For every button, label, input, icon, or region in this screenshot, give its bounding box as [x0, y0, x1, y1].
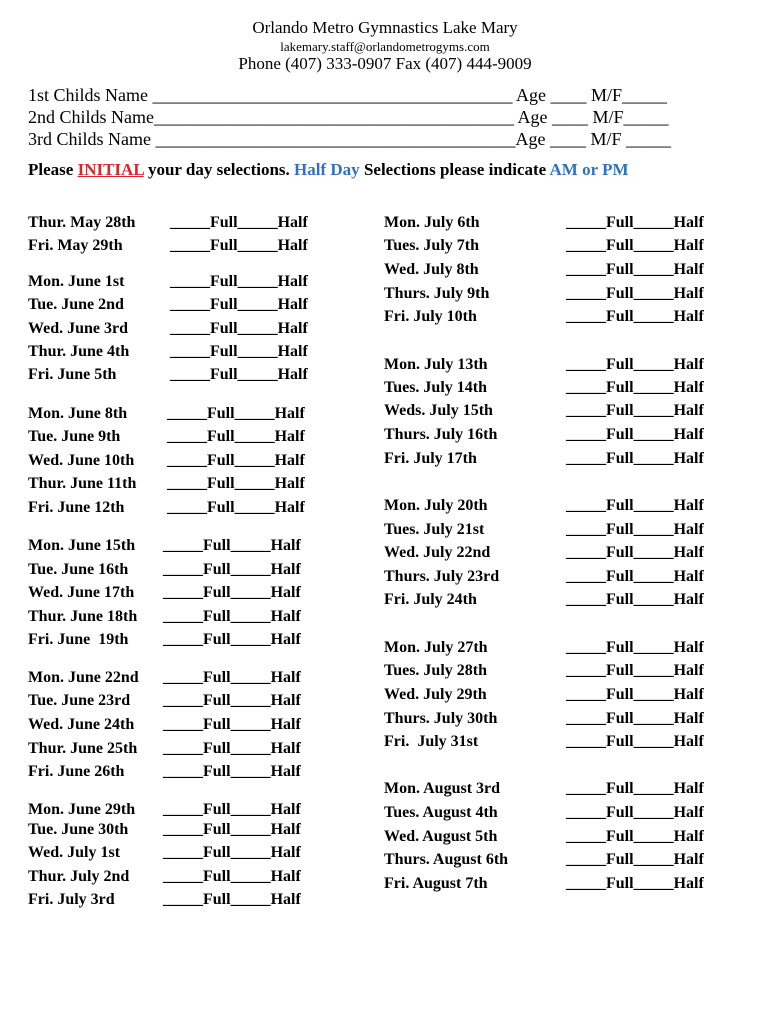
right-day-date-label: Thurs. July 9th [384, 285, 490, 302]
right-day-date-label: Thurs. July 23rd [384, 568, 500, 585]
right-day-date-label: Mon. July 27th [384, 639, 488, 656]
right-day-full-half-selection[interactable]: _____Full_____Half [566, 710, 704, 727]
left-day-full-half-selection[interactable]: _____Full_____Half [163, 716, 301, 733]
right-day-full-half-selection[interactable]: _____Full_____Half [566, 450, 704, 467]
right-day-full-half-selection[interactable]: _____Full_____Half [566, 662, 704, 679]
right-day-date-label: Tues. July 7th [384, 237, 479, 254]
org-phone-fax: Phone (407) 333-0907 Fax (407) 444-9009 [238, 54, 532, 73]
left-day-date-label: Mon. June 15th [28, 537, 136, 554]
right-day-full-half-selection[interactable]: _____Full_____Half [566, 402, 704, 419]
right-day-date-label: Fri. July 10th [384, 308, 477, 325]
left-day-date-label: Wed. June 3rd [28, 320, 129, 337]
right-day-full-half-selection[interactable]: _____Full_____Half [566, 521, 704, 538]
instr-part3: your day selections. [143, 160, 295, 179]
left-day-full-half-selection[interactable]: _____Full_____Half [163, 669, 301, 686]
right-day-date-label: Thurs. July 16th [384, 426, 498, 443]
right-day-full-half-selection[interactable]: _____Full_____Half [566, 780, 704, 797]
left-day-full-half-selection[interactable]: _____Full_____Half [163, 608, 301, 625]
right-day-full-half-selection[interactable]: _____Full_____Half [566, 568, 704, 585]
left-day-full-half-selection[interactable]: _____Full_____Half [163, 844, 301, 861]
right-day-date-label: Tues. August 4th [384, 804, 498, 821]
instr-initial: INITIAL [77, 160, 144, 179]
right-day-date-label: Mon. August 3rd [384, 780, 501, 797]
right-day-date-label: Thurs. July 30th [384, 710, 498, 727]
left-day-full-half-selection[interactable]: _____Full_____Half [163, 801, 301, 818]
right-day-full-half-selection[interactable]: _____Full_____Half [566, 639, 704, 656]
second-child-row[interactable]: 2nd Childs Name________________________________________ Age ____ M/F_____ [28, 107, 669, 127]
right-day-date-label: Thurs. August 6th [384, 851, 509, 868]
left-day-full-half-selection[interactable]: _____Full_____Half [163, 537, 301, 554]
right-day-date-label: Mon. July 6th [384, 214, 480, 231]
left-day-date-label: Fri. June 26th [28, 763, 125, 780]
left-day-full-half-selection[interactable]: _____Full_____Half [163, 631, 301, 648]
right-day-full-half-selection[interactable]: _____Full_____Half [566, 497, 704, 514]
left-day-full-half-selection[interactable]: _____Full_____Half [170, 237, 308, 254]
first-child-row[interactable]: 1st Childs Name ________________________________________ Age ____ M/F_____ [28, 85, 668, 105]
left-day-date-label: Wed. June 10th [28, 452, 135, 469]
right-day-full-half-selection[interactable]: _____Full_____Half [566, 804, 704, 821]
left-day-date-label: Wed. June 17th [28, 584, 135, 601]
right-day-date-label: Fri. July 24th [384, 591, 477, 608]
left-day-date-label: Thur. June 4th [28, 343, 130, 360]
left-day-full-half-selection[interactable]: _____Full_____Half [167, 452, 305, 469]
left-day-date-label: Thur. July 2nd [28, 868, 130, 885]
left-day-date-label: Mon. June 8th [28, 405, 128, 422]
left-day-date-label: Tue. June 23rd [28, 692, 131, 709]
left-day-full-half-selection[interactable]: _____Full_____Half [170, 273, 308, 290]
instr-half-day: Half Day [294, 160, 360, 179]
left-day-full-half-selection[interactable]: _____Full_____Half [163, 584, 301, 601]
left-day-date-label: Tue. June 9th [28, 428, 121, 445]
left-day-full-half-selection[interactable]: _____Full_____Half [170, 214, 308, 231]
left-day-date-label: Wed. June 24th [28, 716, 135, 733]
right-day-full-half-selection[interactable]: _____Full_____Half [566, 237, 704, 254]
left-day-date-label: Mon. June 22nd [28, 669, 139, 686]
org-email: lakemary.staff@orlandometrogyms.com [280, 39, 490, 54]
left-day-date-label: Tue. June 30th [28, 821, 129, 838]
right-day-date-label: Tues. July 28th [384, 662, 487, 679]
left-day-full-half-selection[interactable]: _____Full_____Half [167, 475, 305, 492]
right-day-full-half-selection[interactable]: _____Full_____Half [566, 544, 704, 561]
right-day-full-half-selection[interactable]: _____Full_____Half [566, 379, 704, 396]
right-day-full-half-selection[interactable]: _____Full_____Half [566, 356, 704, 373]
left-day-full-half-selection[interactable]: _____Full_____Half [167, 428, 305, 445]
right-day-date-label: Fri. August 7th [384, 875, 488, 892]
right-day-date-label: Tues. July 14th [384, 379, 487, 396]
right-day-date-label: Fri. July 17th [384, 450, 477, 467]
right-day-full-half-selection[interactable]: _____Full_____Half [566, 828, 704, 845]
left-day-full-half-selection[interactable]: _____Full_____Half [170, 366, 308, 383]
left-day-full-half-selection[interactable]: _____Full_____Half [167, 405, 305, 422]
instr-part1: Please [28, 160, 78, 179]
left-day-full-half-selection[interactable]: _____Full_____Half [170, 343, 308, 360]
instr-part5: Selections please indicate [359, 160, 550, 179]
left-day-date-label: Fri. June 19th [28, 631, 129, 648]
left-day-full-half-selection[interactable]: _____Full_____Half [170, 296, 308, 313]
org-title: Orlando Metro Gymnastics Lake Mary [252, 18, 518, 37]
right-day-full-half-selection[interactable]: _____Full_____Half [566, 308, 704, 325]
instructions [28, 160, 748, 180]
left-day-date-label: Thur. June 25th [28, 740, 138, 757]
right-day-date-label: Wed. July 8th [384, 261, 479, 278]
left-day-date-label: Tue. June 2nd [28, 296, 124, 313]
left-day-full-half-selection[interactable]: _____Full_____Half [163, 561, 301, 578]
right-day-full-half-selection[interactable]: _____Full_____Half [566, 686, 704, 703]
right-day-date-label: Wed. August 5th [384, 828, 498, 845]
left-day-date-label: Fri. June 12th [28, 499, 125, 516]
left-day-full-half-selection[interactable]: _____Full_____Half [163, 891, 301, 908]
left-day-date-label: Thur. June 11th [28, 475, 137, 492]
left-day-date-label: Fri. July 3rd [28, 891, 115, 908]
right-day-full-half-selection[interactable]: _____Full_____Half [566, 426, 704, 443]
right-day-full-half-selection[interactable]: _____Full_____Half [566, 591, 704, 608]
right-day-date-label: Mon. July 13th [384, 356, 488, 373]
right-day-date-label: Tues. July 21st [384, 521, 485, 538]
right-day-full-half-selection[interactable]: _____Full_____Half [566, 285, 704, 302]
right-day-full-half-selection[interactable]: _____Full_____Half [566, 875, 704, 892]
right-day-full-half-selection[interactable]: _____Full_____Half [566, 851, 704, 868]
right-day-date-label: Wed. July 22nd [384, 544, 491, 561]
right-day-date-label: Mon. July 20th [384, 497, 488, 514]
left-day-full-half-selection[interactable]: _____Full_____Half [163, 868, 301, 885]
left-day-full-half-selection[interactable]: _____Full_____Half [163, 740, 301, 757]
left-day-date-label: Fri. June 5th [28, 366, 117, 383]
right-day-full-half-selection[interactable]: _____Full_____Half [566, 733, 704, 750]
left-day-date-label: Fri. May 29th [28, 237, 123, 254]
left-day-date-label: Thur. June 18th [28, 608, 138, 625]
right-day-full-half-selection[interactable]: _____Full_____Half [566, 261, 704, 278]
left-day-full-half-selection[interactable]: _____Full_____Half [167, 499, 305, 516]
left-day-date-label: Wed. July 1st [28, 844, 121, 861]
left-day-date-label: Mon. June 1st [28, 273, 125, 290]
left-day-date-label: Tue. June 16th [28, 561, 129, 578]
left-day-date-label: Mon. June 29th [28, 801, 136, 818]
left-day-date-label: Thur. May 28th [28, 214, 136, 231]
left-day-full-half-selection[interactable]: _____Full_____Half [163, 763, 301, 780]
instr-am-pm: AM or PM [549, 160, 629, 179]
left-day-full-half-selection[interactable]: _____Full_____Half [170, 320, 308, 337]
right-day-date-label: Weds. July 15th [384, 402, 493, 419]
right-day-date-label: Fri. July 31st [384, 733, 479, 750]
right-day-date-label: Wed. July 29th [384, 686, 487, 703]
right-day-full-half-selection[interactable]: _____Full_____Half [566, 214, 704, 231]
third-child-row[interactable]: 3rd Childs Name ________________________________________Age ____ M/F _____ [28, 129, 671, 149]
left-day-full-half-selection[interactable]: _____Full_____Half [163, 821, 301, 838]
left-day-full-half-selection[interactable]: _____Full_____Half [163, 692, 301, 709]
